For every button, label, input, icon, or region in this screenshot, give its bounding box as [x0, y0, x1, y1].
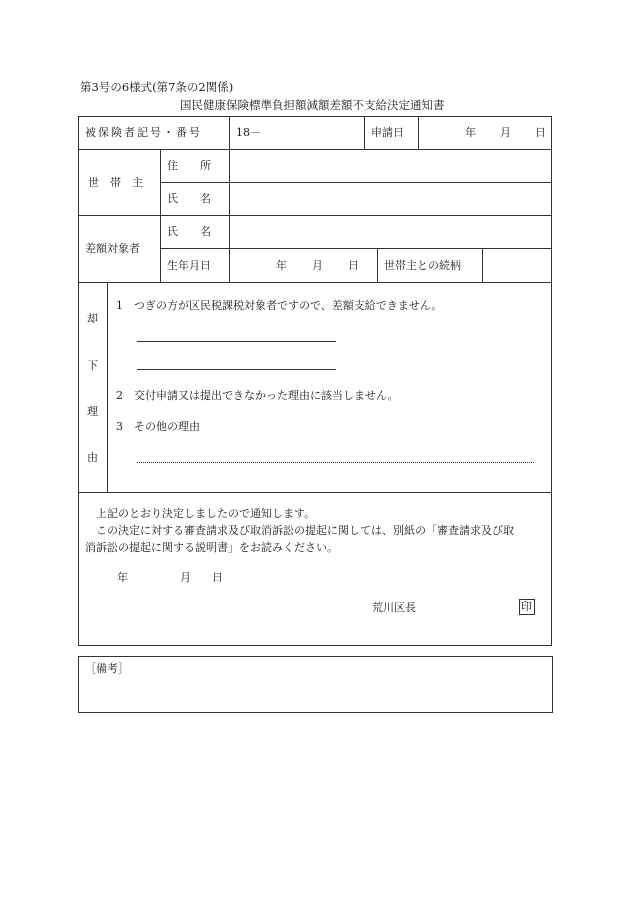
application-date-label: 申請日 — [371, 126, 404, 139]
notice-line-2: この決定に対する審査請求及び取消訴訟の提起に関しては、別紙の「審査請求及び取 — [96, 524, 514, 537]
rejection-label-char: 由 — [87, 451, 98, 464]
document-title: 国民健康保険標準負担額減額差額不支給決定通知書 — [180, 98, 445, 112]
birth-month: 月 — [312, 259, 323, 272]
subject-name-label: 氏 名 — [167, 225, 211, 238]
birth-date-label: 生年月日 — [167, 259, 211, 272]
insured-number-value: 18－ — [236, 126, 261, 139]
household-head-label: 世 帯 主 — [88, 176, 143, 189]
relation-label: 世帯主との続柄 — [384, 259, 461, 272]
notice-date-year: 年 — [117, 571, 128, 584]
birth-day: 日 — [348, 259, 359, 272]
notice-date-day: 日 — [212, 571, 223, 584]
other-reason-dotted-line — [137, 462, 534, 463]
rejection-label-char: 下 — [87, 359, 98, 372]
insured-number-label: 被保険者記号・番号 — [85, 126, 202, 139]
notice-line-1: 上記のとおり決定しましたので通知します。 — [96, 507, 316, 520]
notice-date-month: 月 — [180, 571, 191, 584]
rejection-reason-3: 3 その他の理由 — [116, 420, 200, 433]
rejection-label-char: 理 — [87, 405, 98, 418]
notice-line-3: 消訴訟の提起に関する説明書」をお読みください。 — [85, 541, 338, 554]
application-date-year: 年 — [465, 126, 476, 139]
issuer-name: 荒川区長 — [372, 601, 416, 614]
address-label: 住 所 — [167, 159, 211, 172]
seal-box — [519, 599, 535, 615]
seal-mark: 印 — [521, 600, 532, 613]
remarks-box — [78, 656, 553, 713]
rejection-reason-1: 1 つぎの方が区民税課税対象者ですので、差額支給できません。 — [116, 299, 443, 312]
rejection-reason-2: 2 交付申請又は提出できなかった理由に該当しません。 — [116, 389, 399, 402]
application-date-day: 日 — [535, 126, 546, 139]
form-number: 第3号の6様式(第7条の2関係) — [80, 80, 234, 94]
remarks-label: ［備考］ — [85, 662, 129, 675]
reason-1-blank-line — [137, 369, 336, 370]
birth-year: 年 — [276, 259, 287, 272]
household-name-label: 氏 名 — [167, 192, 211, 205]
rejection-label-char: 却 — [87, 312, 98, 325]
reason-1-blank-line — [137, 341, 336, 342]
application-date-month: 月 — [500, 126, 511, 139]
subject-person-label: 差額対象者 — [85, 242, 140, 255]
